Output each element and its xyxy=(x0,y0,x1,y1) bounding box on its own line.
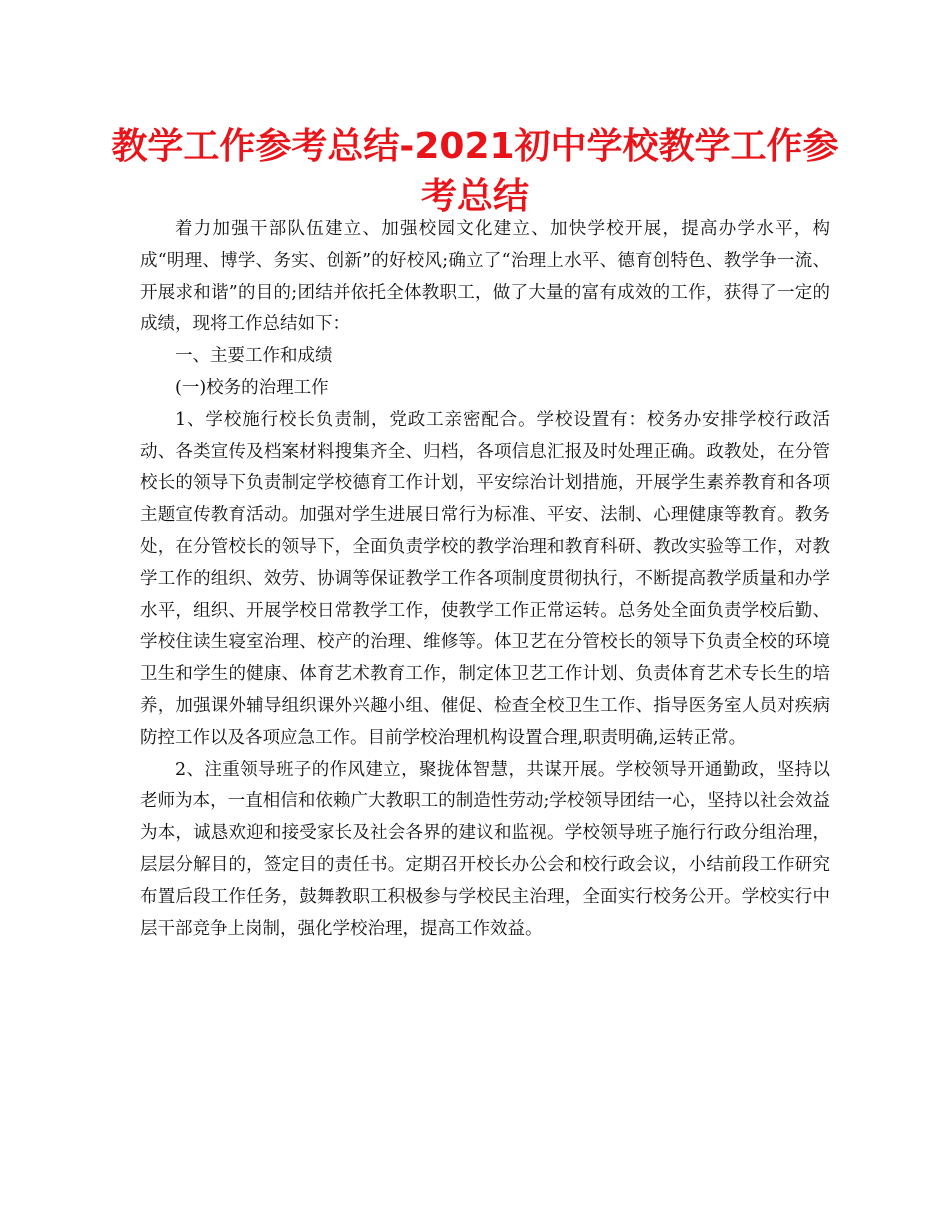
intro-paragraph: 着力加强干部队伍建立、加强校园文化建立、加快学校开展，提高办学水平，构成“明理、博学、务实、创新”的好校风;确立了“治理上水平、德育创特色、教学争一流、开展求和谐”的目的;团结并依托全体教职工，做了大量的富有成效的工作，获得了一定的成绩，现将工作总结如下： xyxy=(140,219,830,335)
subsection-heading: (一)校务的治理工作 xyxy=(175,377,329,398)
document-body xyxy=(140,214,830,945)
section-heading: 一、主要工作和成绩 xyxy=(175,346,333,367)
paragraph-item-2: 2、注重领导班子的作风建立，聚拢体智慧，共谋开展。学校领导开通勤政，坚持以老师为本，一直相信和依赖广大教职工的制造性劳动;学校领导团结一心，坚持以社会效益为本，诚恳欢迎和接受家长及社会各界的建议和监视。学校领导班子施行行政分组治理，层层分解目的，签定目的责任书。定期召开校长办公会和校行政会议，小结前段工作研究布置后段工作任务，鼓舞教职工积极参与学校民主治理，全面实行校务公开。学校实行中层干部竞争上岗制，强化学校治理，提高工作效益。 xyxy=(140,759,830,939)
document-title: 教学工作参考总结-2021初中学校教学工作参考总结 xyxy=(111,126,839,217)
paragraph-item-1: 1、学校施行校长负责制，党政工亲密配合。学校设置有：校务办安排学校行政活动、各类宣传及档案材料搜集齐全、归档，各项信息汇报及时处理正确。政教处，在分管校长的领导下负责制定学校德育工作计划，平安综治计划措施，开展学生素养教育和各项主题宣传教育活动。加强对学生进展日常行为标准、平安、法制、心理健康等教育。教务处，在分管校长的领导下，全面负责学校的教学治理和教育科研、教改实验等工作，对教学工作的组织、效劳、协调等保证教学工作各项制度贯彻执行，不断提高教学质量和办学水平，组织、开展学校日常教学工作，使教学工作正常运转。总务处全面负责学校后勤、学校住读生寝室治理、校产的治理、维修等。体卫艺在分管校长的领导下负责全校的环境卫生和学生的健康、体育艺术教育工作，制定体卫艺工作计划、负责体育艺术专长生的培养，加强课外辅导组织课外兴趣小组、催促、检查全校卫生工作、指导医务室人员对疾病防控工作以及各项应急工作。目前学校治理机构设置合理,职责明确,运转正常。 xyxy=(140,409,830,748)
